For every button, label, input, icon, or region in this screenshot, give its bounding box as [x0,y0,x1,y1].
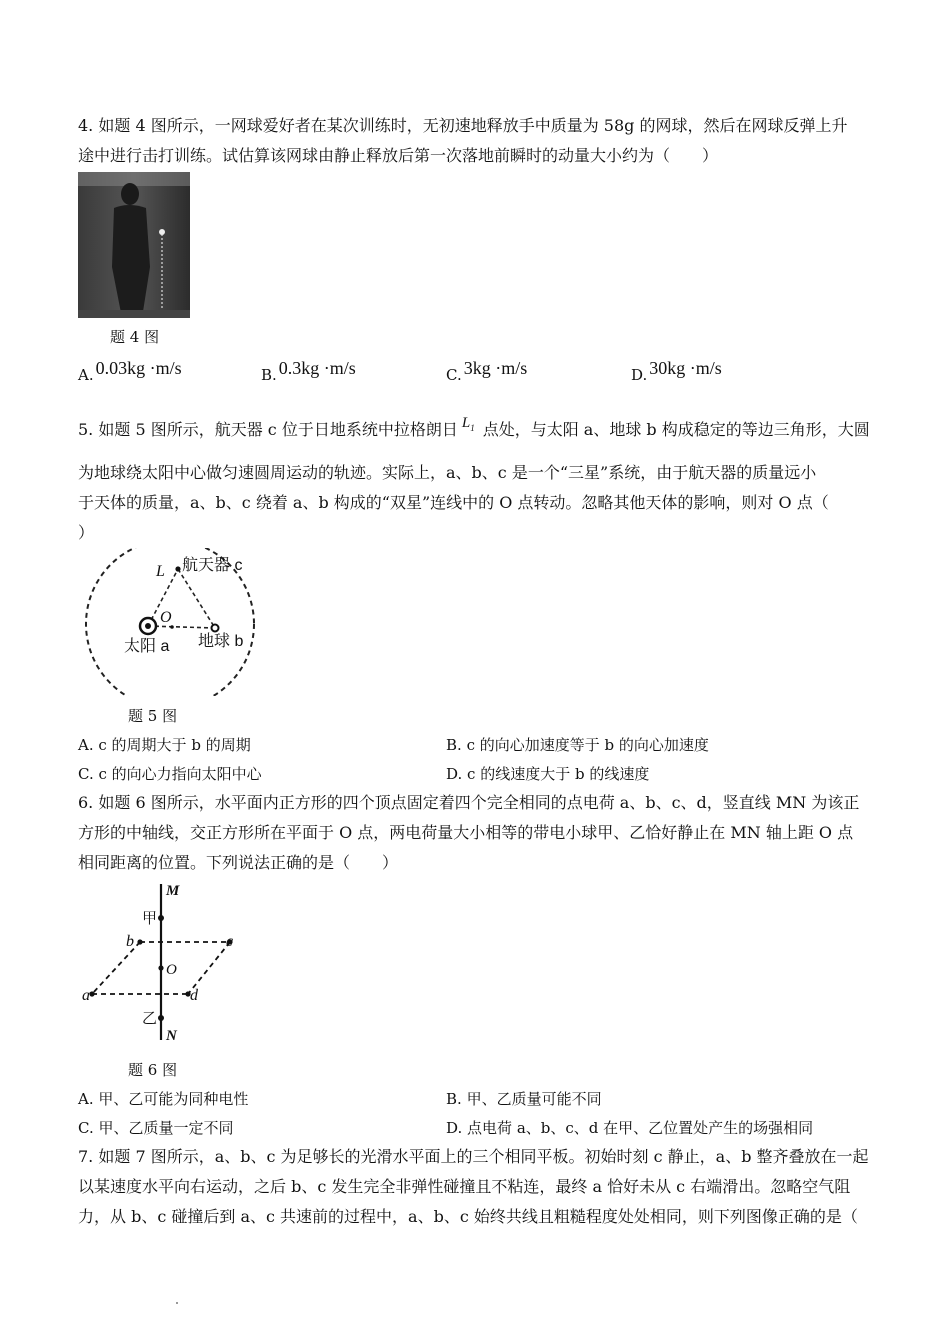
q6-option-b[interactable] [446,1089,602,1109]
q6-option-c[interactable] [78,1118,234,1138]
q4-option-c[interactable] [446,358,528,385]
q4-line-2: 途中进行击打训练。试估算该网球由静止释放后第一次落地前瞬时的动量大小约为（ ） [78,146,719,165]
sun-center-dot [145,623,151,629]
earth-icon [212,625,219,632]
spacecraft-earth-line [178,569,215,628]
q5-l1-symbol [462,415,475,431]
l1-label: L [156,563,165,580]
label-o: O [166,962,177,978]
q6-option-b-text: 甲、乙质量可能不同 [466,1090,602,1108]
q4-line-1: 4. 如题 4 图所示，一网球爱好者在某次训练时，无初速地释放手中质量为 58g 的网球，然后在网球反弹上升 [78,116,848,135]
q4-option-a-value: 0.03kg ·m/s [95,358,182,378]
ball-yi-icon [158,1015,164,1021]
footer-dot [176,1302,178,1304]
o-label: O [160,609,172,626]
label-a: a [82,987,90,1004]
q5-l1-letter: L [461,415,471,431]
q4-option-d-value: 30kg ·m/s [649,358,722,378]
q4-option-b-label: B. [261,366,277,384]
q6-option-a[interactable] [78,1089,248,1109]
label-jia: 甲 [142,910,158,927]
q6-option-d[interactable] [446,1118,813,1138]
label-n: N [166,1028,177,1044]
q5-line-1 [78,415,870,446]
q5-line-3: 于天体的质量，a、b、c 绕着 a、b 构成的“双星”连线中的 O 点转动。忽略其他天体的影响，则对 O 点（ [78,493,829,512]
q4-option-d-label: D. [631,366,648,384]
q5-option-b-label: B. [446,736,462,754]
spacecraft-icon [175,566,180,571]
q5-option-d[interactable] [446,764,649,784]
q5-line-4: ） [78,523,95,542]
q5-option-d-label: D. [446,765,463,783]
q4-option-b-value: 0.3kg ·m/s [278,358,356,378]
q5-option-a-label: A. [78,736,94,754]
q6-option-a-text: 甲、乙可能为同种电性 [98,1090,249,1108]
label-m: M [166,883,180,899]
earth-label: 地球 b [198,633,244,650]
sun-earth-line [148,626,215,628]
q6-line-3: 相同距离的位置。下列说法正确的是（ ） [78,853,399,872]
q5-option-a[interactable] [78,735,251,755]
q5-line-2: 为地球绕太阳中心做匀速圆周运动的轨迹。实际上，a、b、c 是一个“三星”系统，由于航天器的质量远小 [78,463,817,482]
q6-option-b-label: B. [446,1090,462,1108]
q4-option-c-label: C. [446,366,462,384]
q4-photo [78,172,190,318]
ball-jia-icon [158,915,164,921]
q4-option-a-label: A. [78,366,94,384]
q5-option-c-label: C. [78,765,94,783]
q5-option-a-text: c 的周期大于 b 的周期 [98,736,251,754]
q5-option-d-text: c 的线速度大于 b 的线速度 [467,765,650,783]
point-o-dot [158,965,163,970]
q4-option-b[interactable] [261,358,356,385]
q4-option-a[interactable] [78,358,182,385]
q6-option-c-text: 甲、乙质量一定不同 [98,1119,234,1137]
q5-caption: 题 5 图 [128,707,178,725]
charge-b-icon [137,939,142,944]
label-d: d [190,987,198,1004]
q6-line-1: 6. 如题 6 图所示，水平面内正方形的四个顶点固定着四个完全相同的点电荷 a、b、c、d，竖直线 MN 为该正 [78,793,860,812]
q5-option-b-text: c 的向心加速度等于 b 的向心加速度 [466,736,709,754]
q5-option-b[interactable] [446,735,709,755]
q6-line-2: 方形的中轴线，交正方形所在平面于 O 点，两电荷量大小相等的带电小球甲、乙恰好静止在 MN 轴上距 O 点 [78,823,854,842]
q6-option-d-label: D. [446,1119,463,1137]
q5-figure [78,548,262,696]
charge-a-icon [89,991,94,996]
label-yi: 乙 [142,1010,158,1027]
q5-option-c[interactable] [78,764,262,784]
q5-line-1a: 5. 如题 5 图所示，航天器 c 位于日地系统中拉格朗日 [78,420,458,439]
q6-figure [78,878,244,1048]
q6-caption: 题 6 图 [128,1061,178,1079]
q5-l1-subscript: 1 [470,423,475,433]
q4-option-c-value: 3kg ·m/s [463,358,528,378]
q5-line-1b: 点处，与太阳 a、地球 b 构成稳定的等边三角形，大圆 [482,420,870,439]
q7-line-3: 力，从 b、c 碰撞后到 a、c 共速前的过程中，a、b、c 始终共线且粗糙程度处处相同，则下列图像正确的是（ [78,1207,858,1226]
q7-line-2: 以某速度水平向右运动，之后 b、c 发生完全非弹性碰撞且不粘连，最终 a 恰好未从 c 右端滑出。忽略空气阻 [78,1177,851,1196]
q7-line-1: 7. 如题 7 图所示，a、b、c 为足够长的光滑水平面上的三个相同平板。初始时刻 c 静止，a、b 整齐叠放在一起 [78,1147,869,1166]
q5-option-c-text: c 的向心力指向太阳中心 [98,765,262,783]
q4-option-d[interactable] [631,358,722,385]
spacecraft-label: 航天器 c [182,557,243,574]
label-c: c [226,933,234,950]
q6-option-c-label: C. [78,1119,94,1137]
sun-label: 太阳 a [124,638,170,655]
q4-caption: 题 4 图 [110,328,160,346]
label-b: b [126,933,134,950]
q6-option-a-label: A. [78,1090,94,1108]
q6-option-d-text: 点电荷 a、b、c、d 在甲、乙位置处产生的场强相同 [467,1119,814,1137]
